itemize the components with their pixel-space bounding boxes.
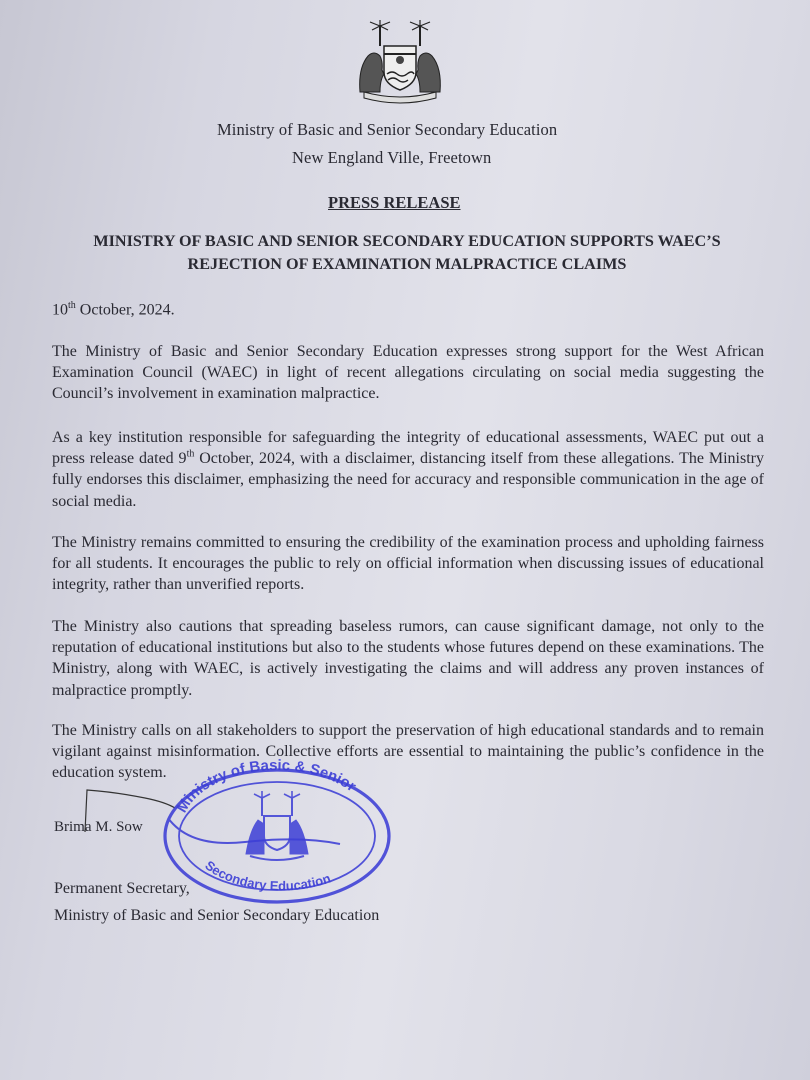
headline-line-2: REJECTION OF EXAMINATION MALPRACTICE CLAIMS — [187, 255, 627, 273]
stamp-bottom-text: Secondary Education — [202, 857, 333, 894]
paragraph-2 — [52, 427, 764, 512]
release-title: PRESS RELEASE — [328, 193, 461, 212]
ministry-name: Ministry of Basic and Senior Secondary Education — [217, 120, 558, 139]
date-day: 10 — [52, 301, 68, 319]
paragraph-1: The Ministry of Basic and Senior Secondary Education expresses strong support for the West African Examination Council (WAEC) in light of recent allegations circulating on social media suggesting the Council’s involvement in examination malpractice. — [52, 343, 764, 403]
date-rest: October, 2024. — [75, 301, 175, 319]
paragraph-2-part-2: October, 2024, with a disclaimer, distancing itself from these allegations. The Ministry fully endorses this disclaimer, emphasizing the need for accuracy and responsible communication in the age of social media. — [52, 450, 765, 510]
stamp-top-text: Ministry of Basic & Senior — [173, 758, 360, 816]
paragraph-2-sup: th — [186, 448, 195, 460]
svg-text:Ministry of Basic & Senior — [173, 758, 359, 816]
paragraph-3: The Ministry remains committed to ensuring the credibility of the examination process and upholding fairness for all students. It encourages the public to rely on official information when discussing issues of educational integrity, rather than unverified reports. — [52, 534, 764, 594]
ministry-address: New England Ville, Freetown — [292, 148, 492, 167]
release-date — [52, 300, 175, 319]
paragraph-2-part-1: As a key institution responsible for safeguarding the integrity of educational assessments, WAEC put out a press release dated 9 — [52, 429, 764, 468]
svg-text:Secondary Education — [202, 858, 332, 894]
signatory-title: Permanent Secretary, — [54, 880, 190, 897]
headline-line-1: MINISTRY OF BASIC AND SENIOR SECONDARY EDUCATION SUPPORTS WAEC’S — [93, 232, 721, 250]
paragraph-4: The Ministry also cautions that spreading baseless rumors, can cause significant damage, not only to the reputation of educational institutions but also to the students whose futures depend on these examinations. The Ministry, along with WAEC, is actively investigating the claims and will address any proven instances of malpractice promptly. — [52, 618, 764, 699]
signatory-name: Brima M. Sow — [54, 819, 143, 835]
coat-of-arms-icon — [350, 18, 450, 104]
date-suffix: th — [68, 300, 76, 311]
signatory-organization: Ministry of Basic and Senior Secondary Education — [54, 907, 380, 924]
paragraph-5: The Ministry calls on all stakeholders to support the preservation of high educational standards and to remain vigilant against misinformation. Collective efforts are essential to maintaining the public’s confidence in the education system. — [52, 722, 764, 782]
